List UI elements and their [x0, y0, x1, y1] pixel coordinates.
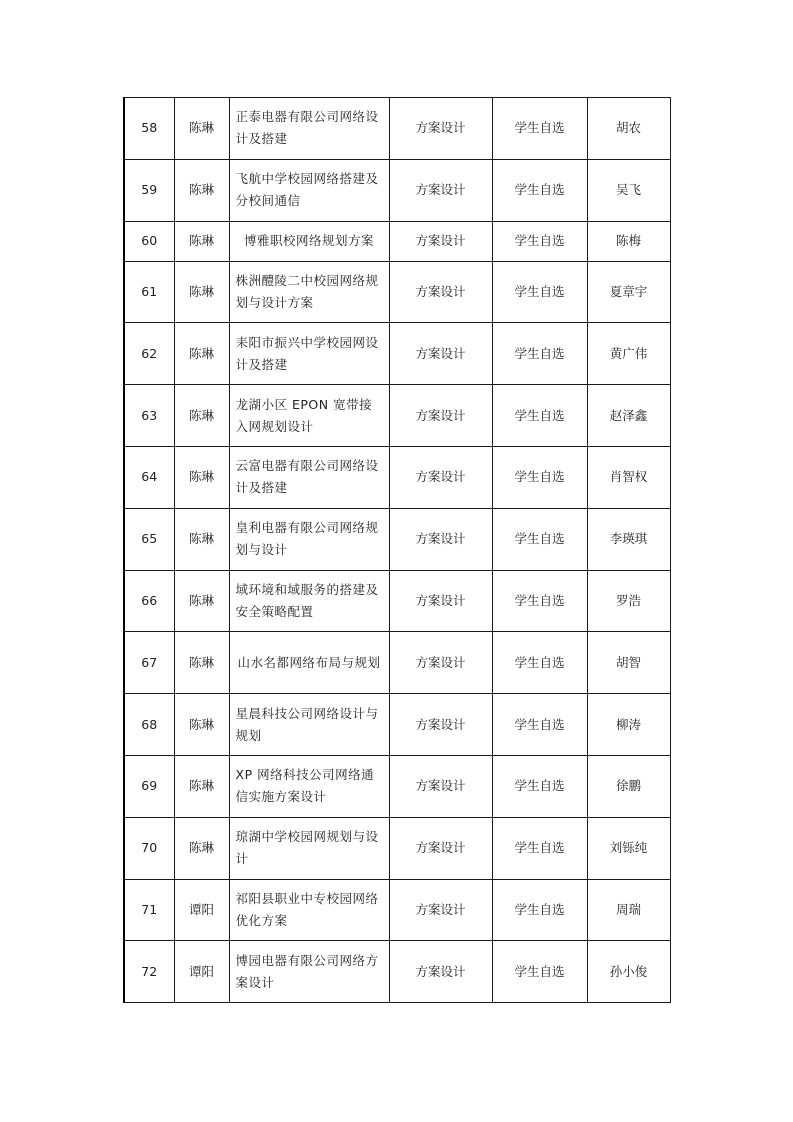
row-number: 64 [124, 446, 174, 508]
table-row [124, 323, 670, 385]
topic-text: 株洲醴陵二中校园网络规划与设计方案 [235, 272, 379, 310]
type-cell: 方案设计 [389, 755, 492, 817]
table-row [124, 385, 670, 447]
topic-text: 龙湖小区 EPON 宽带接入网规划设计 [235, 396, 373, 434]
student-cell: 吴飞 [587, 159, 670, 221]
teacher-cell: 陈琳 [174, 508, 229, 570]
topic-text: 正泰电器有限公司网络设计及搭建 [235, 109, 379, 147]
source-cell: 学生自选 [492, 323, 587, 385]
topic-text: 耒阳市振兴中学校园网设计及搭建 [235, 334, 379, 372]
student-cell: 胡农 [587, 98, 670, 160]
source-cell: 学生自选 [492, 817, 587, 879]
topic-cell [229, 221, 389, 261]
table-body [124, 98, 670, 1003]
row-number: 67 [124, 632, 174, 694]
row-number: 68 [124, 694, 174, 756]
source-cell: 学生自选 [492, 570, 587, 632]
topic-text: 皇利电器有限公司网络规划与设计 [235, 520, 379, 558]
source-cell: 学生自选 [492, 385, 587, 447]
table-row [124, 632, 670, 694]
source-cell: 学生自选 [492, 98, 587, 160]
topic-cell [229, 817, 389, 879]
table-row [124, 694, 670, 756]
source-cell: 学生自选 [492, 632, 587, 694]
type-cell: 方案设计 [389, 632, 492, 694]
topic-cell [229, 446, 389, 508]
teacher-cell: 陈琳 [174, 221, 229, 261]
type-cell: 方案设计 [389, 817, 492, 879]
topic-cell [229, 941, 389, 1003]
student-cell: 周瑞 [587, 879, 670, 941]
table-row [124, 98, 670, 160]
table-row [124, 446, 670, 508]
table-row [124, 221, 670, 261]
table-row [124, 570, 670, 632]
table-row [124, 817, 670, 879]
table-row [124, 159, 670, 221]
row-number: 58 [124, 98, 174, 160]
topic-cell [229, 694, 389, 756]
row-number: 72 [124, 941, 174, 1003]
row-number: 70 [124, 817, 174, 879]
type-cell: 方案设计 [389, 941, 492, 1003]
teacher-cell: 陈琳 [174, 385, 229, 447]
table-row [124, 261, 670, 323]
type-cell: 方案设计 [389, 446, 492, 508]
teacher-cell: 陈琳 [174, 817, 229, 879]
table-row [124, 941, 670, 1003]
student-cell: 罗浩 [587, 570, 670, 632]
topic-cell [229, 385, 389, 447]
topic-text: 云富电器有限公司网络设计及搭建 [235, 458, 379, 496]
project-table [123, 97, 671, 1003]
type-cell: 方案设计 [389, 323, 492, 385]
student-cell: 柳涛 [587, 694, 670, 756]
student-cell: 赵泽鑫 [587, 385, 670, 447]
source-cell: 学生自选 [492, 694, 587, 756]
source-cell: 学生自选 [492, 508, 587, 570]
type-cell: 方案设计 [389, 385, 492, 447]
teacher-cell: 陈琳 [174, 159, 229, 221]
topic-cell [229, 159, 389, 221]
type-cell: 方案设计 [389, 159, 492, 221]
teacher-cell: 陈琳 [174, 755, 229, 817]
row-number: 63 [124, 385, 174, 447]
teacher-cell: 陈琳 [174, 694, 229, 756]
topic-text: 域环境和域服务的搭建及安全策略配置 [235, 581, 379, 619]
type-cell: 方案设计 [389, 508, 492, 570]
row-number: 62 [124, 323, 174, 385]
teacher-cell: 陈琳 [174, 632, 229, 694]
topic-cell [229, 508, 389, 570]
topic-text: 星晨科技公司网络设计与规划 [235, 705, 379, 743]
topic-cell [229, 98, 389, 160]
topic-cell [229, 323, 389, 385]
row-number: 69 [124, 755, 174, 817]
topic-text: 飞航中学校园网络搭建及分校间通信 [235, 171, 379, 209]
topic-text: 博园电器有限公司网络方案设计 [235, 952, 379, 990]
teacher-cell: 陈琳 [174, 570, 229, 632]
topic-text: XP 网络科技公司网络通信实施方案设计 [235, 767, 375, 805]
teacher-cell: 陈琳 [174, 98, 229, 160]
topic-cell [229, 570, 389, 632]
student-cell: 胡智 [587, 632, 670, 694]
topic-cell [229, 879, 389, 941]
table-row [124, 508, 670, 570]
topic-text: 祁阳县职业中专校园网络优化方案 [235, 890, 379, 928]
row-number: 71 [124, 879, 174, 941]
row-number: 60 [124, 221, 174, 261]
teacher-cell: 陈琳 [174, 446, 229, 508]
teacher-cell: 陈琳 [174, 323, 229, 385]
student-cell: 刘铄纯 [587, 817, 670, 879]
topic-text: 琼湖中学校园网规划与设计 [235, 829, 379, 867]
source-cell: 学生自选 [492, 159, 587, 221]
source-cell: 学生自选 [492, 221, 587, 261]
student-cell: 徐鹏 [587, 755, 670, 817]
student-cell: 孙小俊 [587, 941, 670, 1003]
source-cell: 学生自选 [492, 261, 587, 323]
student-cell: 肖智权 [587, 446, 670, 508]
teacher-cell: 谭阳 [174, 941, 229, 1003]
type-cell: 方案设计 [389, 879, 492, 941]
topic-cell [229, 755, 389, 817]
row-number: 66 [124, 570, 174, 632]
teacher-cell: 陈琳 [174, 261, 229, 323]
table-row [124, 755, 670, 817]
row-number: 65 [124, 508, 174, 570]
type-cell: 方案设计 [389, 221, 492, 261]
row-number: 59 [124, 159, 174, 221]
source-cell: 学生自选 [492, 941, 587, 1003]
student-cell: 夏章宇 [587, 261, 670, 323]
source-cell: 学生自选 [492, 755, 587, 817]
source-cell: 学生自选 [492, 879, 587, 941]
teacher-cell: 谭阳 [174, 879, 229, 941]
student-cell: 李瑛琪 [587, 508, 670, 570]
student-cell: 陈梅 [587, 221, 670, 261]
topic-cell [229, 261, 389, 323]
type-cell: 方案设计 [389, 570, 492, 632]
table-row [124, 879, 670, 941]
topic-cell [229, 632, 389, 694]
student-cell: 黄广伟 [587, 323, 670, 385]
row-number: 61 [124, 261, 174, 323]
type-cell: 方案设计 [389, 261, 492, 323]
type-cell: 方案设计 [389, 98, 492, 160]
topic-text: 博雅职校网络规划方案 [243, 233, 374, 249]
topic-text: 山水名都网络布局与规划 [237, 654, 381, 670]
type-cell: 方案设计 [389, 694, 492, 756]
source-cell: 学生自选 [492, 446, 587, 508]
